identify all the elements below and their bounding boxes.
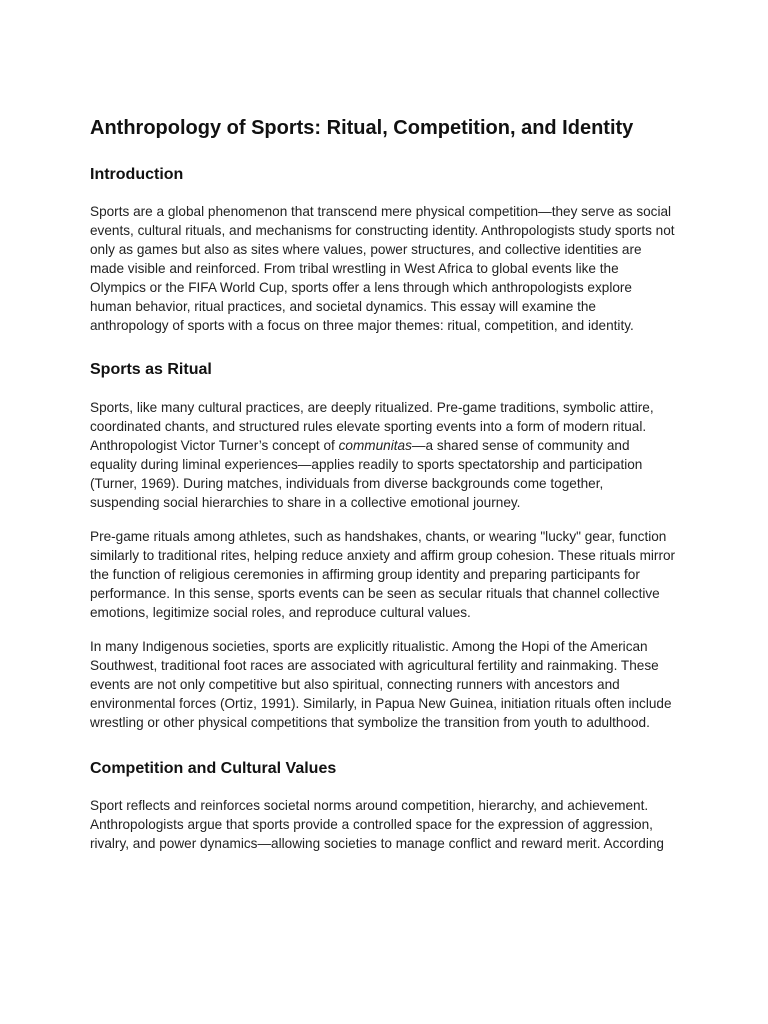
communitas-term: communitas	[338, 437, 412, 453]
competition-heading: Competition and Cultural Values	[90, 759, 337, 777]
competition-paragraph: Sport reflects and reinforces societal norms around competition, hierarchy, and achievement. Anthropologists argue that sports provide a controlled space for the expression of aggression, rivalry, and power dynamics—allowing societies to manage conflict and reward merit. According	[90, 798, 664, 852]
document-title: Anthropology of Sports: Ritual, Competition, and Identity	[90, 117, 634, 139]
ritual-heading: Sports as Ritual	[90, 360, 212, 378]
introduction-heading: Introduction	[90, 166, 184, 183]
ritual-paragraph-1-part-1: Sports, like many cultural practices, are deeply ritualized. Pre-game traditions, symbolic attire, coordinated chants, and structured rules elevate sporting events into a form of modern ritual. Anthropologist Victor Turner’s concept of	[90, 399, 654, 453]
ritual-paragraph-1-part-2: —a shared sense of community and equality during liminal experiences—applies readily to sports spectatorship and participation (Turner, 1969). During matches, individuals from diverse backgrounds come together, suspending social hierarchies to share in a collective emotional journey.	[90, 437, 643, 510]
ritual-paragraph-2: Pre-game rituals among athletes, such as handshakes, chants, or wearing "lucky" gear, function similarly to traditional rites, helping reduce anxiety and affirm group cohesion. These rituals mirror the function of religious ceremonies in affirming group identity and preparing participants for performance. In this sense, sports events can be seen as secular rituals that channel collective emotions, legitimize social roles, and reproduce cultural values.	[90, 528, 676, 620]
introduction-paragraph: Sports are a global phenomenon that transcend mere physical competition—they serve as social events, cultural rituals, and mechanisms for constructing identity. Anthropologists study sports not only as games but also as sites where values, power structures, and collective identities are made visible and reinforced. From tribal wrestling in West Africa to global events like the Olympics or the FIFA World Cup, sports offer a lens through which anthropologists explore human behavior, ritual practices, and societal dynamics. This essay will examine the anthropology of sports with a focus on three major themes: ritual, competition, and identity.	[90, 203, 675, 333]
ritual-paragraph-1	[90, 398, 676, 512]
ritual-paragraph-3: In many Indigenous societies, sports are explicitly ritualistic. Among the Hopi of the American Southwest, traditional foot races are associated with agricultural fertility and rainmaking. These events are not only competitive but also spiritual, connecting runners with ancestors and environmental forces (Ortiz, 1991). Similarly, in Papua New Guinea, initiation rituals often include wrestling or other physical competitions that symbolize the transition from youth to adulthood.	[90, 638, 672, 730]
